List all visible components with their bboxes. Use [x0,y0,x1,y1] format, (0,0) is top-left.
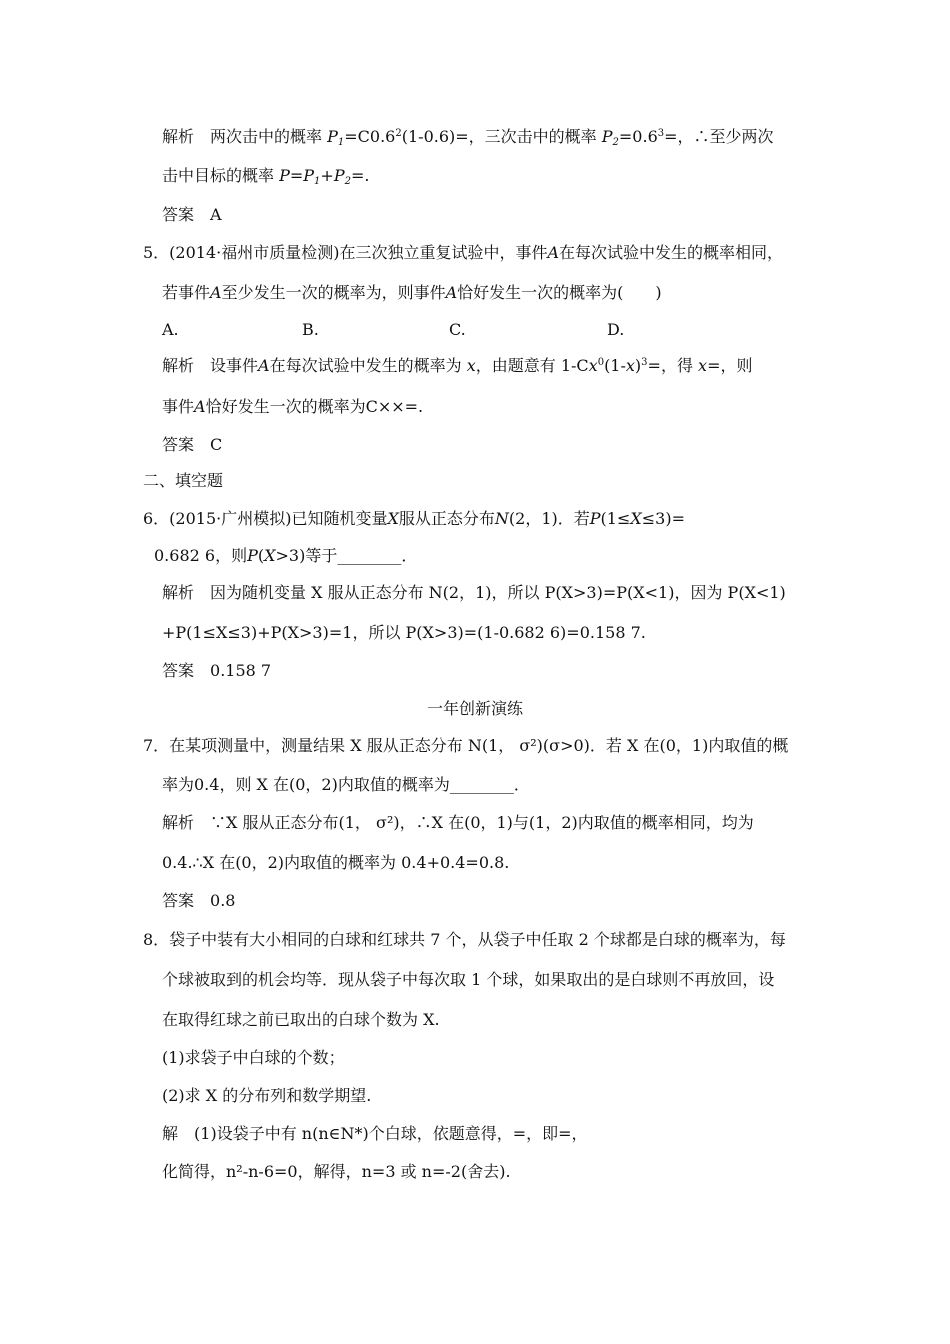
var-p1: $P_1$ [303,166,321,187]
answer-value: A [210,205,222,224]
text: 服从正态分布 [398,509,495,528]
q7-solution-line2: 0.4.∴X 在(0，2)内取值的概率为 0.4+0.4=0.8. [162,853,510,872]
var-x: x [698,356,708,375]
var-p: P [247,546,258,565]
text: ( [257,546,265,565]
q5-option-d: D. [607,320,625,339]
var-x: x [588,356,598,375]
text: = [289,166,304,185]
text: =0.6 [618,127,658,146]
q8-stem-line2: 个球被取到的机会均等．现从袋子中每次取 1 个球，如果取出的是白球则不再放回，设 [162,970,775,989]
answer-label: 答案 [162,891,195,910]
text: (1- [604,356,626,375]
q7-stem-line1: 7．在某项测量中，测量结果 X 服从正态分布 N(1， σ²)(σ>0)．若 X 在(0，1)内取值的概 [143,736,789,755]
var-p: P [589,509,601,528]
var-x: X [387,509,399,528]
text: 设事件 [210,356,259,375]
solution-label: 解析 [162,127,195,146]
text: ∵X 服从正态分布(1， σ²)，∴X 在(0，1)与(1，2)内取值的概率相同，均为 [210,813,754,832]
q5-solution-line2 [162,397,423,417]
text: =，∴至少两次 [664,127,774,146]
solution-label: 解析 [162,583,195,602]
solution-label: 解析 [162,356,195,375]
var-x: x [625,356,635,375]
section-title-innovation: 一年创新演练 [426,699,523,718]
text: =C0.6 [344,127,396,146]
text: 5．(2014·福州市质量检测)在三次独立重复试验中，事件 [143,243,548,262]
var-a: A [210,283,222,302]
text: (1)设袋子中有 n(n∈N*)个白球，依题意得，=，即=， [194,1124,588,1143]
text: (1-0.6)=，三次击中的概率 [401,127,602,146]
text: 击中目标的概率 [162,166,280,185]
answer-label: 答案 [162,205,195,224]
q5-option-c: C. [449,320,466,339]
text: 在每次试验中发生的概率相同， [559,243,784,262]
text: 若事件 [162,283,211,302]
q8-part1: (1)求袋子中白球的个数； [162,1048,345,1067]
solution-label: 解析 [162,813,195,832]
q5-answer [162,435,222,455]
q8-part2: (2)求 X 的分布列和数学期望. [162,1086,372,1105]
text: 6．(2015·广州模拟)已知随机变量 [143,509,388,528]
text: ，由题意有 1-C [475,356,589,375]
text: 因为随机变量 X 服从正态分布 N(2，1)，所以 P(X>3)=P(X<1)，因为 P(X<1) [210,583,786,602]
q6-solution-line2: +P(1≤X≤3)+P(X>3)=1，所以 P(X>3)=(1-0.682 6)=0.158 7. [162,623,646,642]
q5-stem-line1 [143,243,783,263]
text: =，得 [647,356,699,375]
text: + [320,166,334,185]
var-a: A [258,356,270,375]
q7-answer [162,891,235,911]
var-p: P [279,166,290,185]
text: =. [350,166,370,185]
text: (1≤ [600,509,631,528]
q8-solution-line2: 化简得，n²-n-6=0，解得，n=3 或 n=-2(舍去). [162,1162,511,1181]
q5-option-b: B. [302,320,319,339]
text: 恰好发生一次的概率为( ) [457,283,662,302]
answer-value: 0.158 7 [210,661,272,680]
q4-answer [162,205,222,225]
q8-solution-line1 [162,1124,588,1144]
var-a: A [194,397,206,416]
var-a: A [445,283,458,302]
var-p2: $P_2$ [601,127,619,148]
text: 0.682 6，则 [154,546,248,565]
text: >3)等于________． [275,546,418,565]
var-p1: $P_1$ [327,127,345,148]
q5-solution-line1: 解析 设事件A在每次试验中发生的概率为 x，由题意有 $1-Cx^0(1-x)^3=$，得 x=，则 [162,356,753,375]
q5-option-a: A. [162,320,179,339]
q7-solution-line1 [162,813,754,833]
text: =，则 [707,356,753,375]
q4-solution-line1: 解析 两次击中的概率 $P_1=C0.6^2(1-0.6)=$，三次击中的概率 $P_2=0.6^3=$，∴至少两次 [162,127,774,148]
q6-stem-line1 [143,509,685,529]
q5-stem-line2 [162,283,662,303]
q6-answer [162,661,271,681]
text: 在每次试验中发生的概率为 [269,356,467,375]
var-n: N [494,509,509,528]
answer-label: 答案 [162,435,195,454]
q8-stem-line1: 8．袋子中装有大小相同的白球和红球共 7 个，从袋子中任取 2 个球都是白球的概率为，每 [143,930,786,949]
text: 至少发生一次的概率为，则事件 [221,283,446,302]
text: 两次击中的概率 [210,127,328,146]
answer-value: 0.8 [210,891,236,910]
answer-value: C [210,435,223,454]
var-x: X [630,509,642,528]
text: ≤3)= [641,509,685,528]
section-title-fill-in: 二、填空题 [143,471,224,490]
text: ) [634,356,642,375]
text: 恰好发生一次的概率为C××=. [205,397,424,416]
solution-label: 解 [162,1124,179,1143]
var-a: A [547,243,560,262]
var-x: X [264,546,276,565]
q4-solution-line2 [162,166,369,186]
q8-stem-line3: 在取得红球之前已取出的白球个数为 X. [162,1010,440,1029]
text: (2，1)．若 [508,509,590,528]
var-x: x [466,356,476,375]
answer-label: 答案 [162,661,195,680]
q6-stem-line2 [154,546,417,566]
q7-stem-line2: 率为0.4，则 X 在(0，2)内取值的概率为________． [162,775,530,794]
text: 事件 [162,397,195,416]
q6-solution-line1 [162,583,786,603]
var-p2: $P_2$ [333,166,351,187]
